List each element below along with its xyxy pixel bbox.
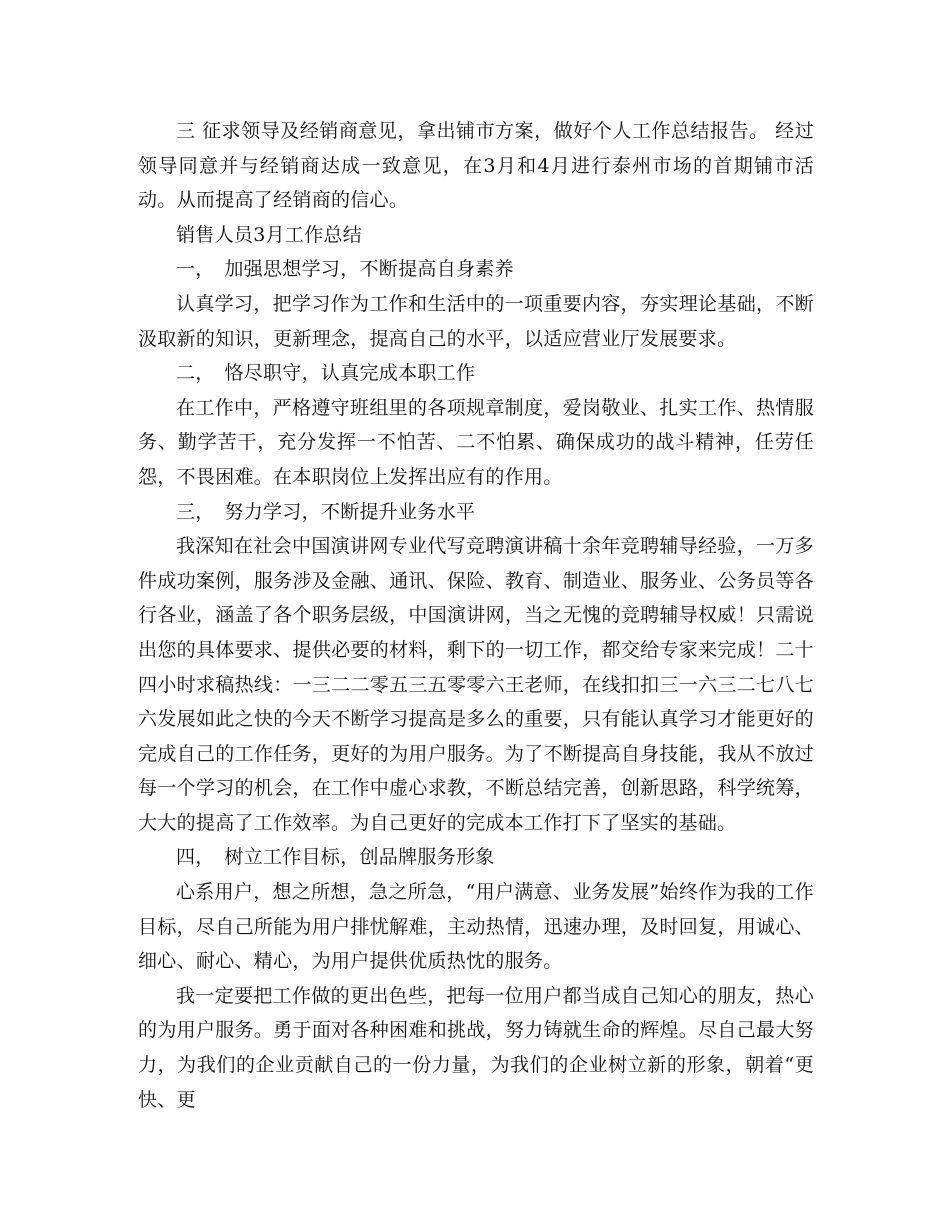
paragraph-2: 在工作中，严格遵守班组里的各项规章制度，爱岗敬业、扎实工作、热情服务、勤学苦干，充分发挥一不怕苦、二不怕累、确保成功的战斗精神，任劳任怨，不畏困难。在本职岗位上发挥出应有的作用。 (138, 396, 814, 488)
section-title: 销售人员3月工作总结 (176, 223, 363, 246)
paragraph-1: 认真学习，把学习作为工作和生活中的一项重要内容，夯实理论基础，不断汲取新的知识，更新理念，提高自己的水平，以适应营业厅发展要求。 (138, 292, 814, 350)
heading-2: 二， 恪尽职守，认真完成本职工作 (176, 362, 476, 385)
heading-1: 一， 加强思想学习，不断提高自身素养 (176, 258, 514, 281)
paragraph-intro-3: 三 征求领导及经销商意见，拿出铺市方案，做好个人工作总结报告。 经过领导同意并与经销商达成一致意见，在3月和4月进行泰州市场的首期铺市活动。从而提高了经销商的信心。 (138, 120, 814, 212)
paragraph-5: 我一定要把工作做的更出色些，把每一位用户都当成自己知心的朋友，热心的为用户服务。勇于面对各种困难和挑战，努力铸就生命的辉煌。尽自己最大努力，为我们的企业贡献自己的一份力量，为我们的企业树立新的形象，朝着“更快、更 (138, 984, 814, 1111)
paragraph-3: 我深知在社会中国演讲网专业代写竞聘演讲稿十余年竞聘辅导经验，一万多件成功案例，服务涉及金融、通讯、保险、教育、制造业、服务业、公务员等各行各业，涵盖了各个职务层级，中国演讲网，当之无愧的竞聘辅导权威！只需说出您的具体要求、提供必要的材料，剩下的一切工作，都交给专家来完成！二十四小时求稿热线：一三二二零五三五零零六王老师，在线扣扣三一六三二七八七六发展如此之快的今天不断学习提高是多么的重要，只有能认真学习才能更好的完成自己的工作任务，更好的为用户服务。为了不断提高自身技能，我从不放过每一个学习的机会，在工作中虚心求教，不断总结完善，创新思路，科学统筹，大大的提高了工作效率。为自己更好的完成本工作打下了坚实的基础。 (138, 535, 814, 834)
paragraph-4: 心系用户，想之所想，急之所急，“用户满意、业务发展”始终作为我的工作目标，尽自己所能为用户排忧解难，主动热情，迅速办理，及时回复，用诚心、细心、耐心、精心，为用户提供优质热忱的服务。 (138, 881, 814, 973)
document-body (138, 114, 814, 1117)
heading-4: 四， 树立工作目标，创品牌服务形象 (176, 846, 495, 869)
heading-3: 三， 努力学习，不断提升业务水平 (176, 500, 476, 523)
